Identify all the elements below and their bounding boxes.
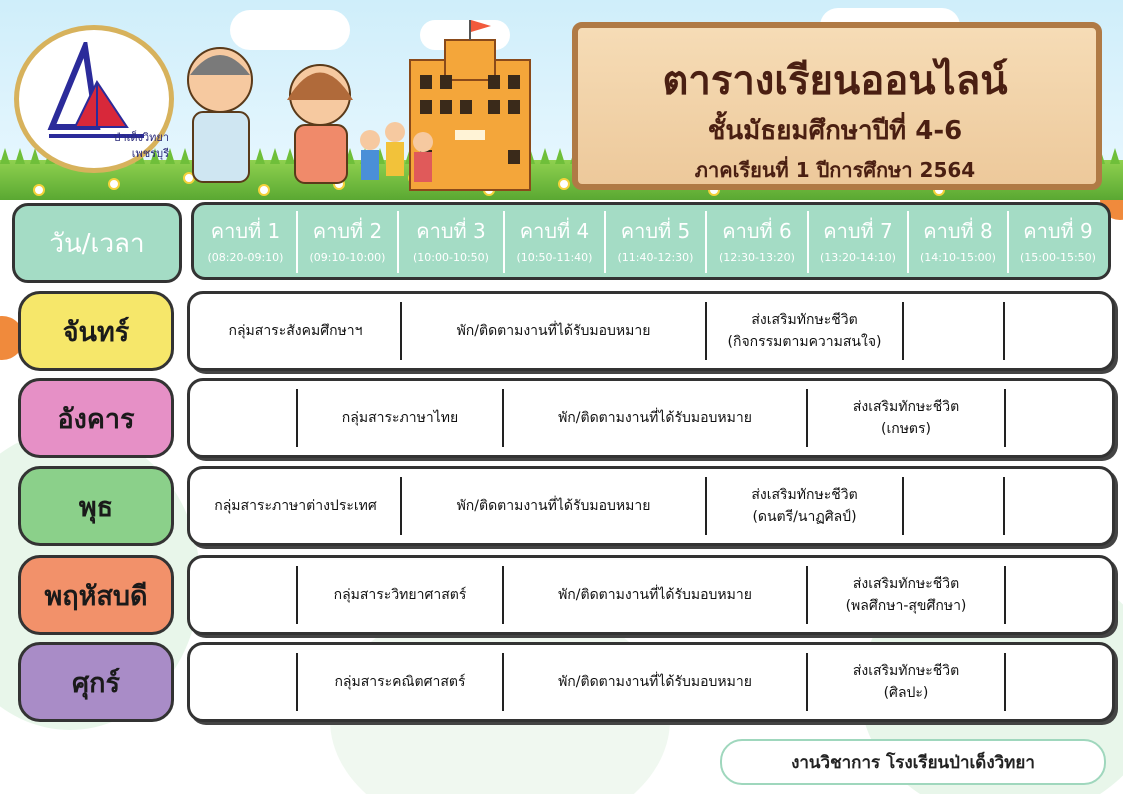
period-divider [705, 211, 707, 273]
schedule-cell [1005, 558, 1112, 632]
schedule-cell [1004, 469, 1112, 543]
schedule-cell [503, 558, 807, 632]
footer-credit: งานวิชาการ โรงเรียนป่าเด็งวิทยา [720, 739, 1106, 785]
subject-text: กลุ่มสาระภาษาไทย [341, 410, 459, 426]
period-header [398, 205, 504, 277]
day-label: ศุกร์ [18, 642, 174, 722]
period-time: (12:30-13:20) [719, 251, 795, 264]
subject-note: (ดนตรี/นาฏศิลป์) [752, 509, 857, 525]
schedule-cell [190, 381, 297, 455]
period-name: คาบที่ 7 [823, 219, 893, 243]
period-time: (14:10-15:00) [920, 251, 996, 264]
page-title: ตารางเรียนออนไลน์ [662, 58, 1008, 104]
subject-text: ส่งเสริมทักษะชีวิต [751, 487, 858, 503]
schedule-cell [1004, 294, 1112, 368]
subject-text: พัก/ติดตามงานที่ได้รับมอบหมาย [558, 674, 752, 690]
cell-divider [1003, 477, 1005, 535]
schedule-cell [503, 645, 807, 719]
day-time-header: วัน/เวลา [12, 203, 182, 283]
period-name: คาบที่ 4 [519, 219, 590, 243]
school-logo [14, 25, 174, 173]
schedule-cell [190, 469, 401, 543]
subject-text: พัก/ติดตามงานที่ได้รับมอบหมาย [558, 587, 752, 603]
period-name: คาบที่ 2 [312, 219, 383, 243]
flower-icon [33, 184, 45, 196]
subject-text: ส่งเสริมทักษะชีวิต [852, 576, 960, 592]
subject-text: กลุ่มสาระวิทยาศาสตร์ [333, 587, 467, 603]
subject-text: กลุ่มสาระคณิตศาสตร์ [334, 674, 466, 690]
cell-divider [502, 389, 504, 447]
subject-text: ส่งเสริมทักษะชีวิต [751, 312, 858, 328]
period-time: (11:40-12:30) [617, 251, 694, 264]
day-schedule-row [187, 642, 1115, 722]
school-illustration [175, 20, 595, 200]
schedule-cell [190, 294, 401, 368]
period-name: คาบที่ 3 [416, 219, 486, 243]
grass-blade [0, 148, 10, 164]
cell-divider [806, 389, 808, 447]
schedule-cell [903, 469, 1004, 543]
period-time: (08:20-09:10) [207, 251, 284, 264]
cell-divider [296, 653, 298, 711]
period-name: คาบที่ 8 [923, 219, 993, 243]
logo-school-name: ป่าเด็งวิทยา [113, 131, 169, 144]
schedule-cell [807, 558, 1005, 632]
subject-note: (เกษตร) [880, 421, 932, 437]
cell-divider [296, 389, 298, 447]
day-schedule-row [187, 378, 1115, 458]
subject-note: (กิจกรรมตามความสนใจ) [727, 334, 882, 350]
cell-divider [806, 566, 808, 624]
schedule-cell [190, 558, 297, 632]
day-label: จันทร์ [18, 291, 174, 371]
subject-text: ส่งเสริมทักษะชีวิต [852, 663, 960, 679]
schedule-cell [706, 294, 903, 368]
subject-note: (พลศึกษา-สุขศึกษา) [845, 598, 967, 614]
period-header [194, 205, 297, 277]
period-divider [807, 211, 809, 273]
day-label: อังคาร [18, 378, 174, 458]
schedule-cell [297, 645, 503, 719]
period-header [706, 205, 808, 277]
period-name: คาบที่ 6 [722, 219, 792, 243]
cell-divider [1003, 302, 1005, 360]
subject-text: พัก/ติดตามงานที่ได้รับมอบหมาย [558, 410, 752, 426]
schedule-cell [297, 558, 503, 632]
schedule-cell [807, 645, 1005, 719]
period-time: (10:50-11:40) [516, 251, 593, 264]
cell-divider [1004, 566, 1006, 624]
cell-divider [705, 477, 707, 535]
cell-divider [502, 566, 504, 624]
grass-blade [1110, 148, 1120, 164]
subject-text: กลุ่มสาระสังคมศึกษาฯ [228, 323, 363, 339]
period-header [908, 205, 1008, 277]
period-header [808, 205, 908, 277]
period-name: คาบที่ 9 [1023, 219, 1093, 243]
subject-text: พัก/ติดตามงานที่ได้รับมอบหมาย [456, 323, 651, 339]
subject-text: พัก/ติดตามงานที่ได้รับมอบหมาย [456, 498, 651, 514]
period-divider [397, 211, 399, 273]
period-divider [1007, 211, 1009, 273]
schedule-cell [903, 294, 1004, 368]
schedule-cell [1005, 645, 1112, 719]
cell-divider [705, 302, 707, 360]
day-schedule-row [187, 291, 1115, 371]
cell-divider [502, 653, 504, 711]
cell-divider [296, 566, 298, 624]
cell-divider [806, 653, 808, 711]
cell-divider [902, 477, 904, 535]
cell-divider [1004, 389, 1006, 447]
schedule-cell [401, 294, 706, 368]
logo-emblem-icon [37, 42, 157, 142]
cell-divider [902, 302, 904, 360]
period-divider [604, 211, 606, 273]
term-info: ภาคเรียนที่ 1 ปีการศึกษา 2564 [694, 158, 976, 182]
day-schedule-row [187, 466, 1115, 546]
cell-divider [1004, 653, 1006, 711]
period-header [605, 205, 706, 277]
schedule-cell [190, 645, 297, 719]
schedule-cell [1005, 381, 1112, 455]
schedule-cell [297, 381, 503, 455]
subject-text: ส่งเสริมทักษะชีวิต [852, 399, 960, 415]
period-header [1008, 205, 1108, 277]
period-name: คาบที่ 5 [620, 219, 691, 243]
schedule-cell [401, 469, 706, 543]
period-divider [503, 211, 505, 273]
logo-province: เพชรบุรี [131, 147, 169, 160]
period-header [504, 205, 605, 277]
period-divider [296, 211, 298, 273]
period-time: (09:10-10:00) [309, 251, 386, 264]
day-schedule-row [187, 555, 1115, 635]
schedule-cell [503, 381, 807, 455]
period-header [297, 205, 398, 277]
period-name: คาบที่ 1 [210, 219, 281, 243]
day-label: พุธ [18, 466, 174, 546]
flower-icon [108, 178, 120, 190]
period-time: (10:00-10:50) [413, 251, 489, 264]
cell-divider [400, 477, 402, 535]
period-time: (13:20-14:10) [820, 251, 896, 264]
subject-note: (ศิลปะ) [883, 685, 929, 701]
schedule-cell [706, 469, 903, 543]
period-divider [907, 211, 909, 273]
subject-text: กลุ่มสาระภาษาต่างประเทศ [214, 498, 377, 514]
schedule-cell [807, 381, 1005, 455]
period-header-row [191, 202, 1111, 280]
grade-level: ชั้นมัธยมศึกษาปีที่ 4-6 [707, 116, 963, 146]
day-label: พฤหัสบดี [18, 555, 174, 635]
cell-divider [400, 302, 402, 360]
period-time: (15:00-15:50) [1020, 251, 1096, 264]
